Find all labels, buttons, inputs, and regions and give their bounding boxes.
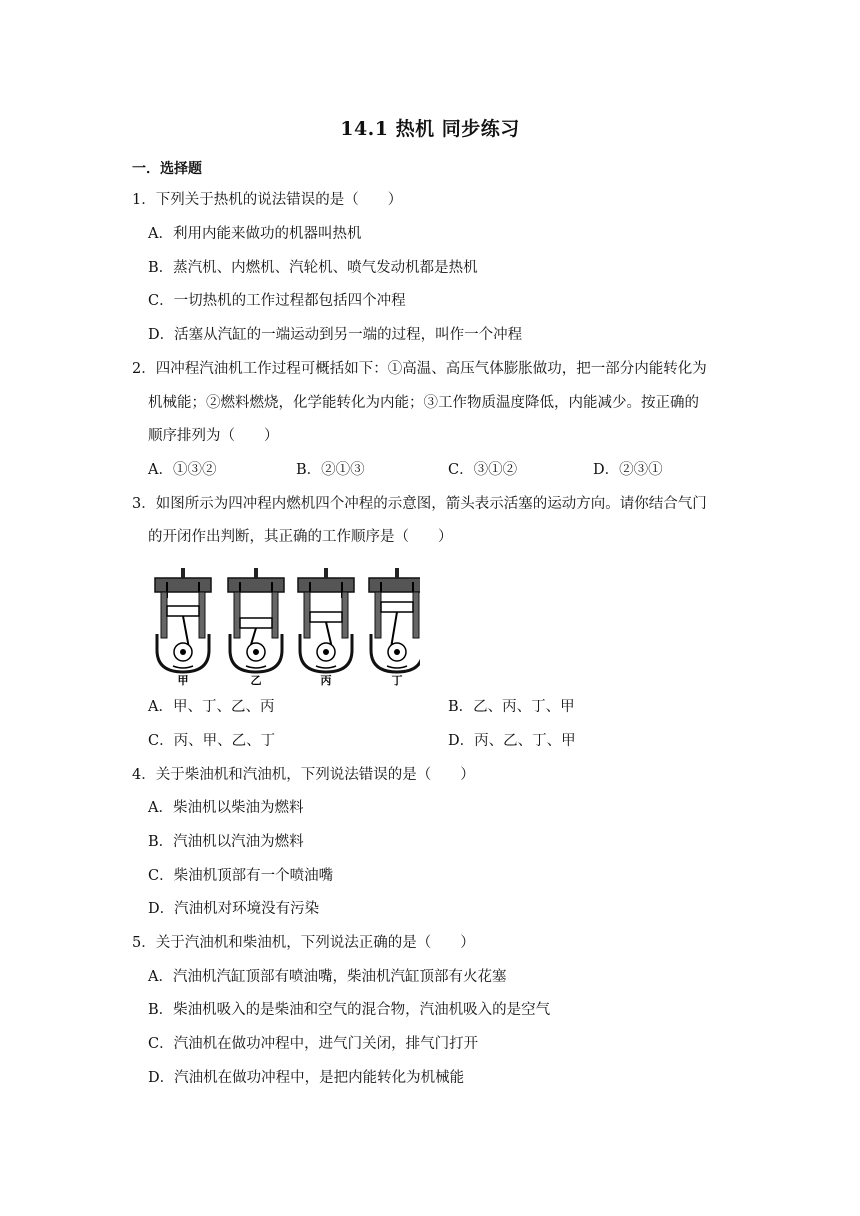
question-4-option-c: C．柴油机顶部有一个喷油嘴 [148,868,334,884]
figure-label-ding: 丁 [391,674,403,687]
question-1-option-a: A．利用内能来做功的机器叫热机 [148,226,362,242]
figure-label-jia: 甲 [177,674,189,687]
question-5-option-b: B．柴油机吸入的是柴油和空气的混合物，汽油机吸入的是空气 [148,1002,551,1018]
question-1-option-c: C．一切热机的工作过程都包括四个冲程 [148,293,406,309]
question-3-stem-line-2: 的开闭作出判断，其正确的工作顺序是（ ） [148,529,453,545]
engine-ding-diagram [369,568,420,672]
question-1-option-b: B．蒸汽机、内燃机、汽轮机、喷气发动机都是热机 [148,260,478,276]
question-4-option-b: B．汽油机以汽油为燃料 [148,834,304,850]
question-3-option-a: A．甲、丁、乙、丙 [148,699,275,715]
question-2-option-d: D．②③① [593,462,663,478]
engine-bing-diagram [298,568,354,672]
engine-jia-diagram [155,568,211,672]
engine-yi-diagram [228,568,284,672]
figure-label-bing: 丙 [320,674,332,687]
question-4-stem: 4．关于柴油机和汽油机，下列说法错误的是（ ） [132,767,475,783]
question-5-option-a: A．汽油机汽缸顶部有喷油嘴，柴油机汽缸顶部有火花塞 [148,969,507,985]
question-5-option-c: C．汽油机在做功冲程中，进气门关闭，排气门打开 [148,1036,479,1052]
question-2-option-b: B．②①③ [296,462,365,478]
question-1-option-d: D．活塞从汽缸的一端运动到另一端的过程，叫作一个冲程 [148,327,523,343]
page-title: 14.1 热机 同步练习 [340,118,520,140]
question-1-stem: 1．下列关于热机的说法错误的是（ ） [132,192,403,208]
question-3-option-d: D．丙、乙、丁、甲 [448,733,576,749]
question-5-stem: 5．关于汽油机和柴油机，下列说法正确的是（ ） [132,935,475,951]
question-2-stem-line-1: 2．四冲程汽油机工作过程可概括如下：①高温、高压气体膨胀做功，把一部分内能转化为 [132,361,707,377]
question-3-option-b: B．乙、丙、丁、甲 [448,699,575,715]
question-2-option-c: C．③①② [448,462,518,478]
question-2-option-a: A．①③② [148,462,217,478]
question-4-option-d: D．汽油机对环境没有污染 [148,901,320,917]
section-heading: 一．选择题 [132,161,202,177]
question-3-option-c: C．丙、甲、乙、丁 [148,733,276,749]
question-5-option-d: D．汽油机在做功冲程中，是把内能转化为机械能 [148,1070,465,1086]
question-3-stem-line-1: 3．如图所示为四冲程内燃机四个冲程的示意图，箭头表示活塞的运动方向。请你结合气门 [132,496,707,512]
engine-strokes-figure [150,568,420,688]
figure-label-yi: 乙 [250,674,262,687]
question-4-option-a: A．柴油机以柴油为燃料 [148,800,304,816]
question-2-stem-line-3: 顺序排列为（ ） [148,428,279,444]
question-2-stem-line-2: 机械能；②燃料燃烧，化学能转化为内能；③工作物质温度降低，内能减少。按正确的 [148,395,699,411]
